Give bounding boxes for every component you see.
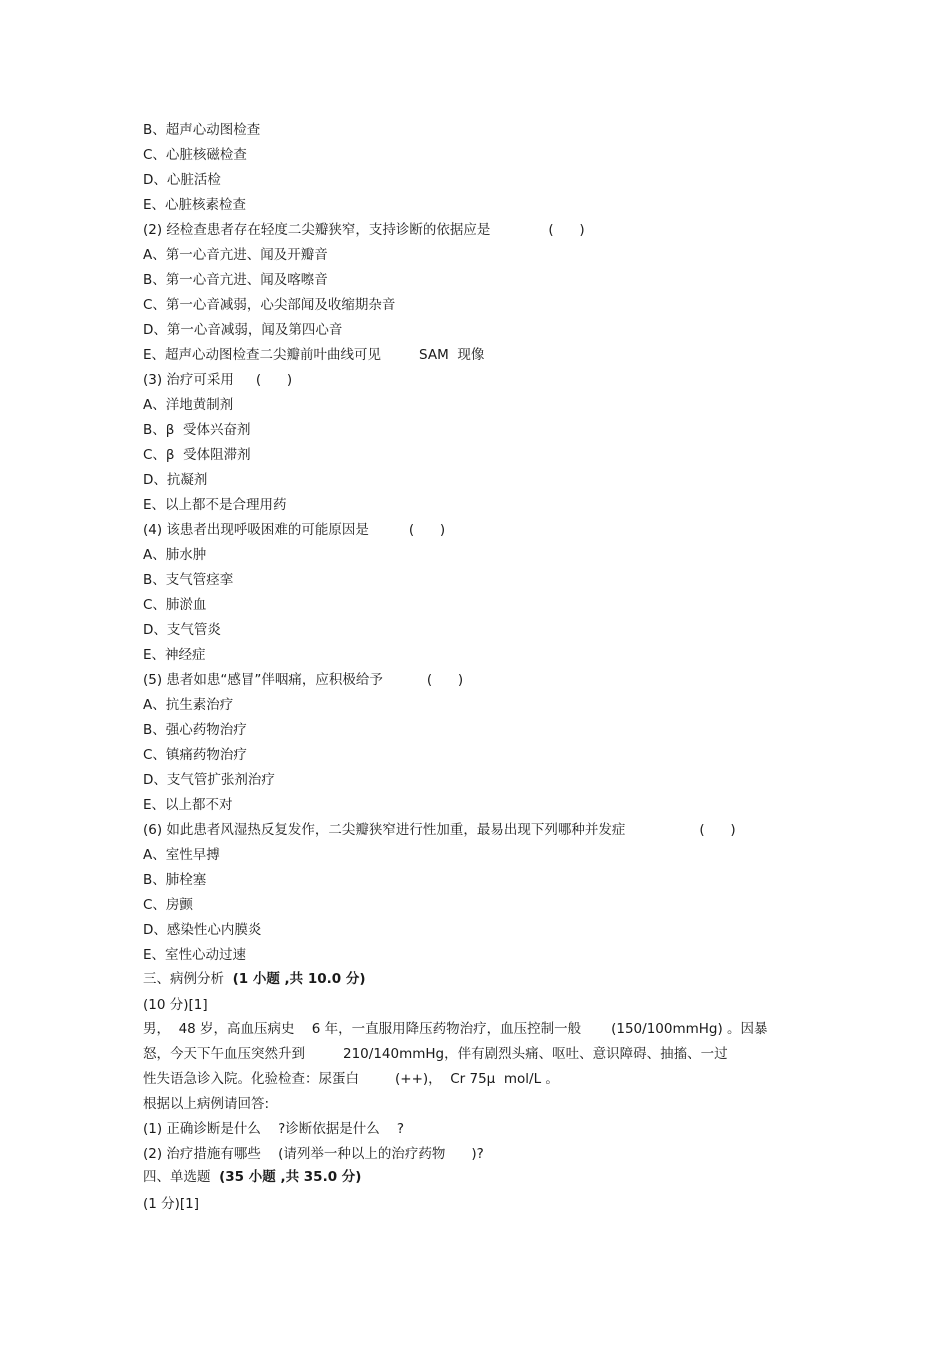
option-q5-e: E、以上都不对 <box>143 797 233 813</box>
section-4-heading <box>143 1168 361 1186</box>
question-4 <box>143 521 445 539</box>
question-3 <box>143 371 292 389</box>
option-q2-b: B、第一心音亢进、闻及喀嚓音 <box>143 272 328 288</box>
option-q3-d: D、抗凝剂 <box>143 472 208 488</box>
question-4-stem: (4) 该患者出现呼吸困难的可能原因是 <box>143 522 369 538</box>
case-subquestion-2 <box>143 1145 484 1163</box>
answer-paren: ( ) <box>548 222 585 238</box>
answer-paren: ( ) <box>426 672 464 688</box>
section-3-count: (1 小题 ,共 10.0 分) <box>232 971 366 987</box>
option-q1-c: C、心脏核磁检查 <box>143 147 247 163</box>
option-q3-e: E、以上都不是合理用药 <box>143 497 287 513</box>
question-3-stem: (3) 治疗可采用 <box>143 372 234 388</box>
case-text-part: 男， 48 岁，高血压病史 6 年，一直服用降压药物治疗，血压控制一般 <box>143 1021 582 1037</box>
option-q6-d: D、感染性心内膜炎 <box>143 922 262 938</box>
case-text-line-1 <box>143 1020 768 1038</box>
case-text-part: 性失语急诊入院。化验检查：尿蛋白 <box>143 1071 359 1087</box>
option-q2-e-text: E、超声心动图检查二尖瓣前叶曲线可见 <box>143 347 382 363</box>
case-text-part: (++)， Cr 75μ mol/L 。 <box>395 1071 559 1087</box>
question-2 <box>143 221 585 239</box>
option-q6-c: C、房颤 <box>143 897 193 913</box>
case-prompt: 根据以上病例请回答: <box>143 1096 270 1112</box>
question-6 <box>143 821 736 839</box>
case-text-part: (150/100mmHg) 。因暴 <box>611 1021 768 1037</box>
option-q1-e: E、心脏核素检查 <box>143 197 247 213</box>
option-q4-a: A、肺水肿 <box>143 547 207 563</box>
section-4-count: (35 小题 ,共 35.0 分) <box>219 1169 362 1185</box>
answer-paren: ( ) <box>699 822 736 838</box>
answer-paren: ( ) <box>255 372 293 388</box>
case-text-part: 210/140mmHg，伴有剧烈头痛、呕吐、意识障碍、抽搐、一过 <box>343 1046 728 1062</box>
case-subquestion-2-text: (2) 治疗措施有哪些 (请列举一种以上的治疗药物 <box>143 1146 446 1162</box>
section-3-title: 三、病例分析 <box>143 971 233 987</box>
option-q5-b: B、强心药物治疗 <box>143 722 247 738</box>
answer-paren: ( ) <box>408 522 446 538</box>
option-q1-b: B、超声心动图检查 <box>143 122 261 138</box>
case-text-line-3 <box>143 1070 559 1088</box>
option-q4-b: B、支气管痉挛 <box>143 572 234 588</box>
option-q2-d: D、第一心音减弱，闻及第四心音 <box>143 322 343 338</box>
option-q2-e-sam: SAM 现像 <box>419 347 485 363</box>
option-q5-d: D、支气管扩张剂治疗 <box>143 772 275 788</box>
option-q3-b: B、β 受体兴奋剂 <box>143 422 251 438</box>
option-q2-c: C、第一心音减弱，心尖部闻及收缩期杂音 <box>143 297 396 313</box>
question-5-stem: (5) 患者如患“感冒”伴咽痛，应积极给予 <box>143 672 383 688</box>
section-3-heading <box>143 970 366 988</box>
question-6-stem: (6) 如此患者风湿热反复发作，二尖瓣狭窄进行性加重，最易出现下列哪种并发症 <box>143 822 626 838</box>
option-q4-d: D、支气管炎 <box>143 622 221 638</box>
option-q5-a: A、抗生素治疗 <box>143 697 234 713</box>
section-4-score: (1 分)[1] <box>143 1196 200 1212</box>
option-q6-a: A、室性早搏 <box>143 847 220 863</box>
question-5 <box>143 671 463 689</box>
option-q6-e: E、室性心动过速 <box>143 947 247 963</box>
case-subquestion-1: (1) 正确诊断是什么 ?诊断依据是什么 ? <box>143 1121 405 1137</box>
option-q1-d: D、心脏活检 <box>143 172 221 188</box>
option-q4-c: C、肺淤血 <box>143 597 207 613</box>
option-q4-e: E、神经症 <box>143 647 206 663</box>
option-q2-e <box>143 346 484 364</box>
option-q3-c: C、β 受体阻滞剂 <box>143 447 251 463</box>
option-q5-c: C、镇痛药物治疗 <box>143 747 247 763</box>
option-q3-a: A、洋地黄制剂 <box>143 397 234 413</box>
option-q2-a: A、第一心音亢进、闻及开瓣音 <box>143 247 328 263</box>
section-3-score: (10 分)[1] <box>143 997 208 1013</box>
question-2-stem: (2) 经检查患者存在轻度二尖瓣狭窄，支持诊断的依据应是 <box>143 222 491 238</box>
case-text-part: 怒，今天下午血压突然升到 <box>143 1046 305 1062</box>
case-text-line-2 <box>143 1045 728 1063</box>
option-q6-b: B、肺栓塞 <box>143 872 207 888</box>
case-subquestion-2-end: )? <box>471 1146 484 1162</box>
section-4-title: 四、单选题 <box>143 1169 220 1185</box>
